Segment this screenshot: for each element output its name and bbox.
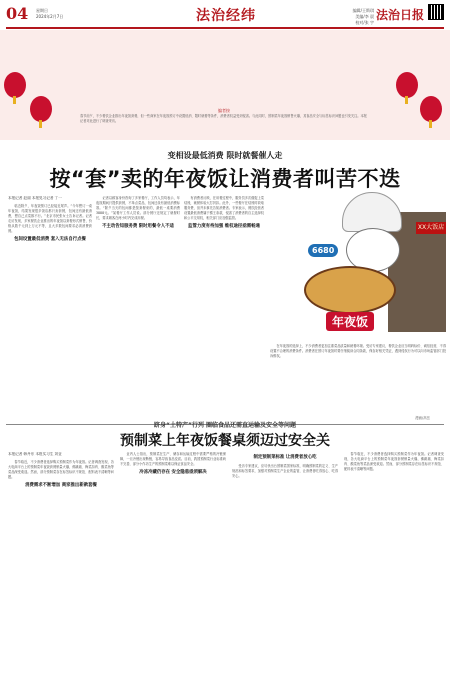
story2-kicker: 跻身“土特产”行列 圈临食品还需直运输及安全等问题 [154,422,296,429]
restaurant-sign: XX大饭店 [416,222,446,234]
date-block [36,8,63,20]
page-header [6,4,444,26]
chef-hat-icon [342,192,402,232]
lantern-icon [4,72,26,98]
editor-note: 春节前夕，不少餐饮企业推出年夜饭套餐，但一些商家在年夜饭预订中设置低消、限时就餐等条件，消费者权益受到侵害。与此同时，预制菜年夜饭销售火爆，其食品安全与标签标识问题也引发关注。本报记者对此进行了调查采访。 [80,114,367,123]
story1-column-2 [96,196,180,416]
story1-headline: 按“套”卖的年夜饭让消费者叫苦不迭 [49,167,401,191]
nianyefan-label: 年夜饭 [326,312,374,331]
story1-paragraph: 有消费者反映，在用餐过程中，服务员多次催促上菜结账，就餐体验大打折扣。此外，一些餐厅在结账时收取服务费，但并未事先告知消费者。专家表示，餐饮经营者设置最低消费属于霸王条款，侵害了消费者的自主选择权和公平交易权，相关部门应加强监管。 [184,196,264,220]
illustration-credit: 漫画/高岳 [415,416,430,420]
story1-byline: 本报记者 赵丽 本报见习记者 丁一 [8,196,62,200]
story2-paragraph: 春节临近，不少消费者选择购买预制菜作为年夜饭。记者调查发现，各大电商平台上的预制菜年夜饭套餐销量火爆，佛跳墙、梅菜扣肉、酸菜鱼等菜品深受欢迎。然而，部分预制菜存在标签标识不规范、配料表不清晰等问题。 [344,452,444,471]
story2-headline: 预制菜上年夜饭餐桌须迈过安全关 [120,433,330,449]
designer-line: 美编/李 晨 [355,14,374,19]
story2-paragraph: 春节临近，不少消费者选择购买预制菜作为年夜饭。记者调查发现，各大电商平台上的预制菜年夜饭套餐销量火爆，佛跳墙、梅菜扣肉、酸菜鱼等菜品深受欢迎。然而，部分预制菜存在标签标识不规范、配料表不清晰等问题。 [8,460,114,479]
new-year-dinner-illustration [268,192,446,342]
weekday: 星期日 [36,8,48,13]
header-rule [6,27,444,29]
story2-subhead-1: 消费需求不断增加 商家推出新款套餐 [25,483,97,488]
date: 2024年2月7日 [36,14,64,19]
price-badge: 6680 [308,244,338,257]
festive-banner [0,30,450,140]
lantern-icon [30,96,52,122]
qr-code-icon [428,4,444,20]
page-number: 04 [6,4,29,23]
story1-subhead-2: 不主动告知服务费 限时用餐令人不适 [102,224,174,229]
story2-column-4 [344,452,444,678]
story1-column-3 [184,196,264,416]
story2-column-1 [8,452,114,678]
story2-column-2 [120,452,226,678]
story1-subhead-1: 包间设置最低消费 套入无法自行点餐 [14,237,86,242]
story1-subhead-3: 监管力度有待加强 维权途径亟需畅通 [188,224,260,229]
story2-subhead-2: 冷冻冷藏仍存在 安全隐患亟须解决 [139,470,207,475]
story2-subhead-3: 制定预制菜标准 让消费者放心吃 [253,455,317,460]
editor-credits [353,8,374,26]
story2-byline: 本报记者 韩丹东 本报实习生 刘亚 [8,452,62,456]
proofreader-line: 校对/张 宇 [355,20,374,25]
editor-line: 编辑/王斯琪 [352,8,374,13]
story1-paragraph: 记者以顾客身份咨询了多家餐厅，工作人员均表示，年夜饭期间只提供套餐，不单点菜品，包间还设有最低消费标准。“除夕当天的包间都是按套餐来的，最低一桌要消费3888元。”某餐厅工作人员说。部分餐厅还规定了就餐时长，要求顾客在两小时内完成用餐。 [96,196,180,220]
story1-column-1 [8,196,92,416]
story1-paragraph: 临近除夕，年夜饭预订已经接近尾声。“今年想订一桌年夜饭，结果发现很多饭店都只卖套餐，包间还有最低消费，想自己点菜都不行。”北京市民张女士告诉记者。记者走访发现，多家餐饮企业推出的年夜饭以套餐形式销售，价格从数千元到上万元不等，且大多数包间要求必须消费套餐。 [8,204,92,233]
lantern-icon [396,72,418,98]
story1-kicker: 变相设最低消费 限时就餐催人走 [167,151,283,160]
section-title: 法治经纬 [196,8,256,24]
newspaper-masthead: 法治日报 [375,8,424,22]
story1-column-4 [270,344,446,414]
editor-note-tag: 编者按 [218,108,230,113]
dinner-plate-icon [304,266,396,314]
story2-paragraph: 受访专家建议，应尽快出台预制菜国家标准，明确预制菜的定义、生产规范和标签要求，加强对预制菜生产企业的监管，让消费者吃得放心、吃得安心。 [232,464,338,478]
story1-paragraph: 在年夜饭的选择上，不少消费者更加注重菜品质量和就餐环境。受访专家建议，餐饮企业应当明码标价、诚信经营，不得设置不合理的消费条件。消费者在预订年夜饭时要仔细阅读合同条款，保存好相关凭证，遇到侵权行为可以向市场监管部门投诉维权。 [270,344,446,358]
story2-paragraph: 业内人士指出，预制菜在生产、储存和运输过程中需要严格的冷链保障，一旦冷链出现断链，容易导致食品变质。目前，我国预制菜行业标准尚不完善，部分小作坊生产的预制菜难以保证食品安全。 [120,452,226,466]
lantern-icon [420,96,442,122]
story2-column-3 [232,452,338,678]
